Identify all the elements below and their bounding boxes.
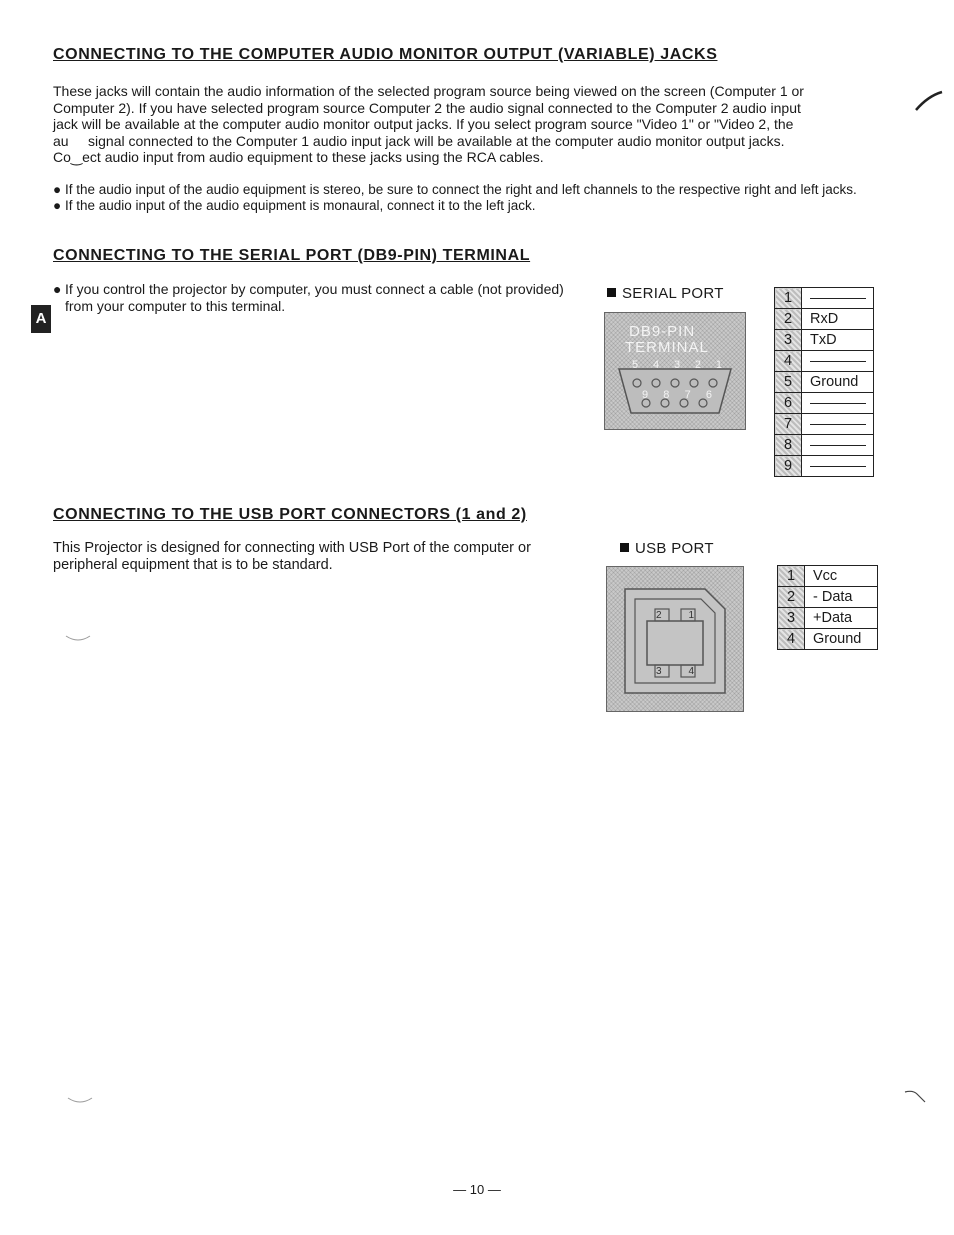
table-row: 1 [775, 288, 874, 309]
list-item: ● If you control the projector by computer, you must connect a cable (not provided) from your computer to this terminal. [53, 281, 564, 314]
connector-pin-numbers: 2 1 [656, 610, 694, 621]
bullet-icon: ● [53, 182, 62, 197]
connector-caption: DB9-PIN [629, 323, 696, 340]
usb-section-heading: CONNECTING TO THE USB PORT CONNECTORS (1 and 2) [53, 506, 527, 523]
list-item: ● If the audio input of the audio equipment is monaural, connect it to the left jack. [53, 198, 536, 213]
audio-line: jack will be available at the computer audio monitor output jacks. If you select program source "Video 1" or "Video 2, the [53, 116, 794, 132]
audio-section-heading: CONNECTING TO THE COMPUTER AUDIO MONITOR OUTPUT (VARIABLE) JACKS [53, 46, 718, 63]
table-row: 3 +Data [778, 608, 878, 629]
audio-line: au signal connected to the Computer 1 audio input jack will be available at the computer audio monitor output jacks. [53, 132, 785, 149]
bullet-icon: ● [53, 281, 62, 297]
serial-port-label: SERIAL PORT [607, 285, 724, 302]
table-row: 6 [775, 393, 874, 414]
connector-pin-numbers: 3 4 [656, 666, 694, 677]
table-row: 3 TxD [775, 330, 874, 351]
connector-pin-numbers: 9 8 7 6 [642, 389, 712, 401]
usb-description: This Projector is designed for connecting with USB Port of the computer or peripheral equipment that is to be standard. [53, 540, 531, 573]
table-row: 1 Vcc [778, 566, 878, 587]
table-row: 4 Ground [778, 629, 878, 650]
list-item: ● If the audio input of the audio equipment is stereo, be sure to connect the right and left channels to the respective right and left jacks. [53, 182, 857, 197]
connector-caption: TERMINAL [625, 339, 709, 356]
bullet-icon: ● [53, 198, 62, 213]
table-row: 9 [775, 456, 874, 477]
section-tab-marker: A [31, 305, 51, 333]
table-row: 2 - Data [778, 587, 878, 608]
audio-line: Computer 2). If you have selected program source Computer 2 the audio signal connected to the Computer 2 audio input [53, 99, 801, 116]
usb-port-label: USB PORT [620, 540, 714, 557]
audio-line: Co‿ect audio input from audio equipment to these jacks using the RCA cables. [53, 149, 544, 165]
audio-line: These jacks will contain the audio information of the selected program source being viewed on the screen (Computer 1 or [53, 83, 804, 99]
table-row: 2 RxD [775, 309, 874, 330]
page-number: — 10 — [453, 1182, 501, 1197]
table-row: 4 [775, 351, 874, 372]
table-row: 8 [775, 435, 874, 456]
table-row: 5 Ground [775, 372, 874, 393]
serial-section-heading: CONNECTING TO THE SERIAL PORT (DB9-PIN) TERMINAL [53, 247, 531, 264]
connector-pin-numbers: 5 4 3 2 1 [632, 359, 722, 371]
table-row: 7 [775, 414, 874, 435]
